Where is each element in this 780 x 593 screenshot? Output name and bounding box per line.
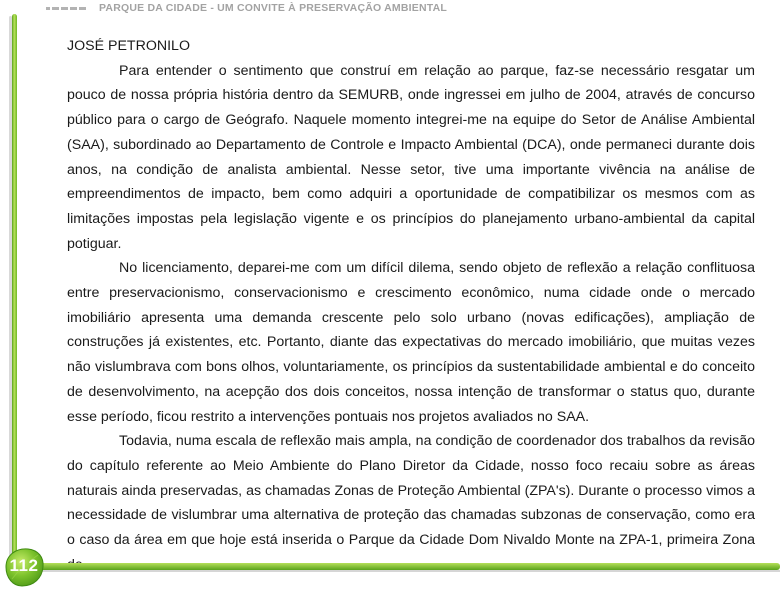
page-body [67, 34, 755, 577]
left-green-rail [12, 14, 17, 562]
page-number-badge [2, 545, 46, 589]
paragraph-1: Para entender o sentimento que construí em relação ao parque, faz-se necessário resgatar um pouco de nossa própria história dentro da SEMURB, onde ingressei em julho de 2004, através de concurso público para o cargo de Geógrafo. Naquele momento integrei-me na equipe do Setor de Análise Ambiental (SAA), subordinado ao Departamento de Controle e Impacto Ambiental (DCA), onde permaneci durante dois anos, na condição de analista ambiental. Nesse setor, tive uma importante vivência na análise de empreendimentos de impacto, bem como adquiri a oportunidade de compatibilizar os mesmos com as limitações impostas pela legislação vigente e os princípios do planejamento urbano-ambiental da capital potiguar. [67, 62, 755, 252]
running-header-title: PARQUE DA CIDADE - UM CONVITE À PRESERVAÇÃO AMBIENTAL [99, 2, 447, 14]
author-name: JOSÉ PETRONILO [67, 38, 190, 54]
paragraph-3: Todavia, numa escala de reflexão mais ampla, na condição de coordenador dos trabalhos da revisão do capítulo referente ao Meio Ambiente do Plano Diretor da Cidade, nosso foco recaiu sobre as áreas naturais ainda preservadas, as chamadas Zonas de Proteção Ambiental (ZPA's). Durante o processo vimos a necessidade de vislumbrar uma alternativa de proteção das chamadas subzonas de conservação, como era o caso da área em que hoje está inserida o Parque da Cidade Dom Nivaldo Monte na ZPA-1, primeira Zona [67, 433, 755, 549]
bottom-green-bar [20, 563, 780, 570]
page-number: 112 [9, 556, 39, 575]
header-dashes-decoration [46, 7, 86, 10]
bottom-bar-shadow [22, 570, 780, 572]
paragraph-2: No licenciamento, deparei-me com um difícil dilema, sendo objeto de reflexão a relação conflituosa entre preservacionismo, conservacionismo e crescimento econômico, numa cidade onde o mercado imobiliário apresenta uma demanda crescente pelo solo urbano (novas edificações), ampliação de construções já existentes, etc. Portanto, diante das expectativas do mercado imobiliário, que muitas vezes não vislumbrava com bons olhos, voluntariamente, os princípios da sustentabilidade ambiental e do conceito de desenvolvimento, na acepção dos dois conceitos, nossa intenção de transformar o status quo, durante esse período, ficou restrito a intervenções pontuais nos projetos avaliados no SAA. [67, 260, 755, 425]
